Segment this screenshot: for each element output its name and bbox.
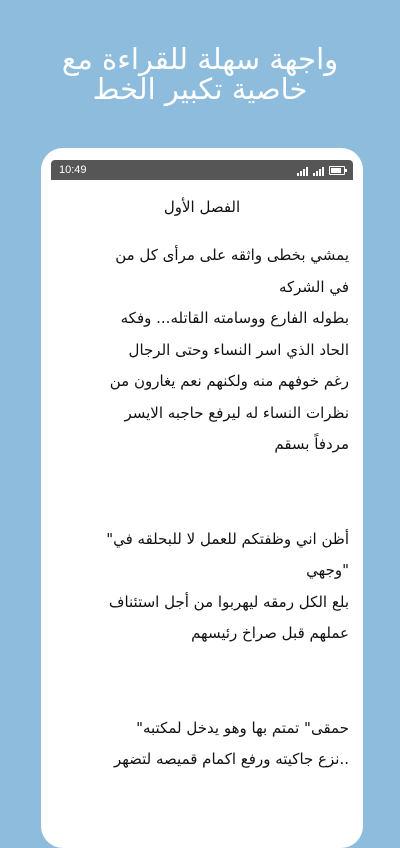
promo-title-line-2: خاصية تكبير الخط	[92, 72, 308, 106]
battery-icon	[329, 166, 345, 175]
story-line: "وجهي	[306, 561, 349, 579]
story-text[interactable]	[55, 240, 349, 776]
signal-icon-secondary	[313, 166, 324, 176]
chapter-title: الفصل الأول	[163, 198, 241, 216]
story-line: الحاد الذي اسر النساء وحتى الرجال	[128, 340, 349, 359]
story-line: بطوله الفارع ووسامته القاتله... وفكه	[120, 309, 349, 327]
story-line: مردفاً بسقم	[274, 435, 349, 453]
story-line: أظن اني وظفتكم للعمل لا للبحلقه في"	[106, 529, 349, 548]
story-line: رغم خوفهم منه ولكنهم نعم يغارون من	[109, 372, 349, 390]
story-line: نظرات النساء له ليرفع حاجبه الايسر	[124, 403, 349, 422]
story-line: عملهم قبل صراخ رئيسهم	[191, 624, 349, 642]
status-time: 10:49	[59, 164, 87, 176]
story-line: حمقى" تمتم بها وهو يدخل لمكتبه"	[136, 718, 349, 737]
status-icons	[297, 164, 345, 176]
paragraph-gap	[55, 461, 349, 524]
promo-title-line-1: واجهة سهلة للقراءة مع	[61, 42, 339, 76]
signal-icon	[297, 166, 308, 176]
story-line: في الشركه	[278, 277, 349, 296]
battery-fill	[331, 168, 341, 173]
story-line: ..نزع جاكيته ورفع اكمام قميصه لتضهر	[113, 750, 349, 768]
phone-frame	[41, 148, 363, 848]
story-line: بلع الكل رمقه ليهربوا من أجل استئناف	[108, 592, 349, 611]
paragraph-gap	[55, 650, 349, 713]
promo-title	[0, 44, 400, 104]
story-line: يمشي بخطى واثقه على مرأى كل من	[115, 246, 349, 264]
status-bar	[51, 160, 353, 180]
